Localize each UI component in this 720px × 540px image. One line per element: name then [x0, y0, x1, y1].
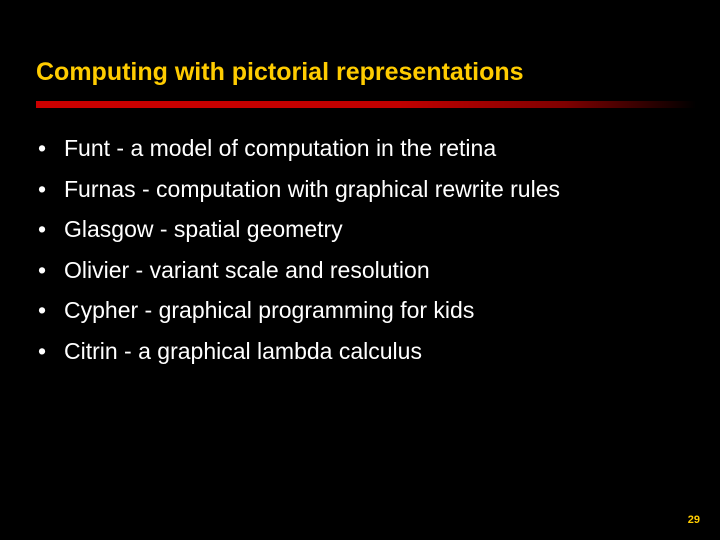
- bullet-text: Cypher - graphical programming for kids: [64, 297, 475, 323]
- title-underline-rule: [36, 101, 696, 108]
- bullet-text: Glasgow - spatial geometry: [64, 216, 343, 242]
- bullet-icon: •: [38, 175, 47, 202]
- bullet-icon: •: [38, 216, 47, 242]
- bullet-icon: •: [38, 135, 47, 161]
- bullet-text: Citrin - a graphical lambda calculus: [64, 337, 422, 364]
- page-number: 29: [687, 514, 700, 526]
- bullet-icon: •: [38, 337, 47, 364]
- slide-title: Computing with pictorial representations: [36, 58, 524, 86]
- bullet-text: Olivier - variant scale and resolution: [64, 256, 430, 283]
- bullet-icon: •: [38, 297, 47, 323]
- bullet-icon: •: [38, 256, 47, 283]
- bullet-text: Furnas - computation with graphical rewrite rules: [64, 175, 560, 202]
- bullet-text: Funt - a model of computation in the retina: [64, 135, 497, 161]
